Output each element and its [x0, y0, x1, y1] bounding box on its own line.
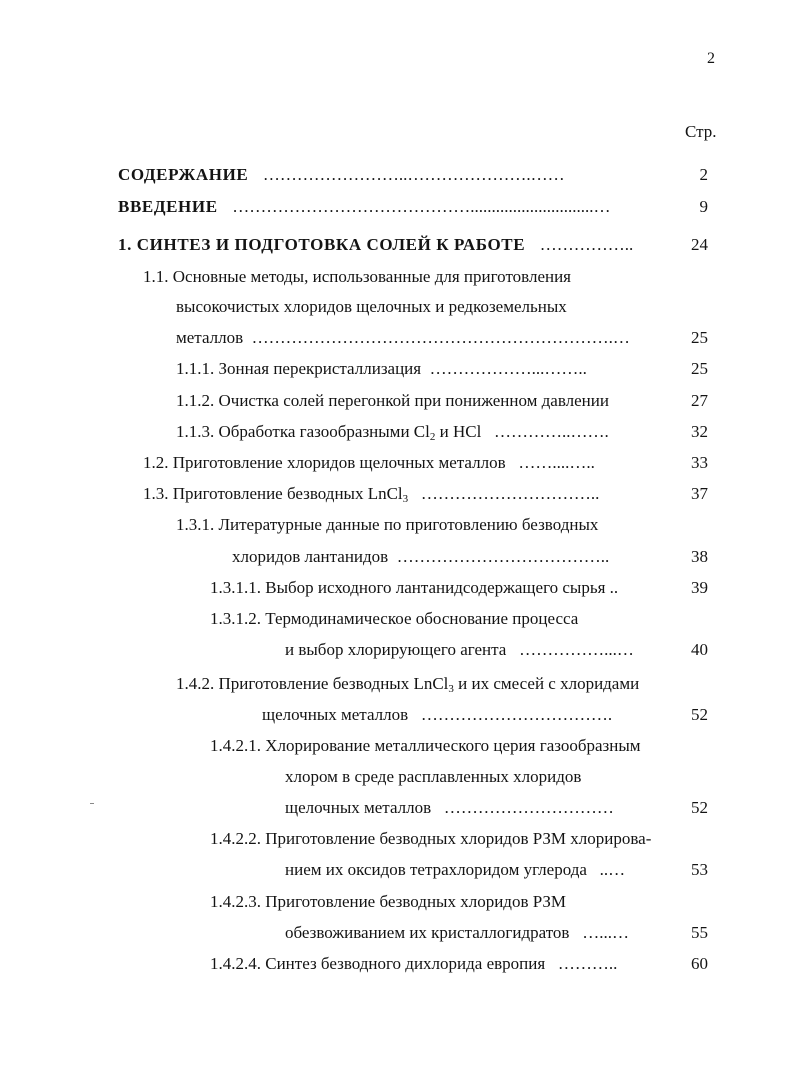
toc-entry-1-1-line2: высокочистых хлоридов щелочных и редкоземельных: [176, 297, 567, 316]
toc-page-1-3-1-1: 39: [691, 578, 708, 597]
toc-entry-1-4-2-3-line2: обезвоживанием их кристаллогидратов …...…: [285, 923, 629, 942]
toc-entry-1-3-1-2-line1: 1.3.1.2. Термодинамическое обоснование процесса: [210, 609, 579, 628]
toc-entry-chapter-1: 1. СИНТЕЗ И ПОДГОТОВКА СОЛЕЙ К РАБОТЕ ……………..: [118, 235, 634, 254]
toc-page-introduction: 9: [699, 197, 708, 216]
toc-entry-1-4-2-line2: щелочных металлов …………………………….: [262, 705, 613, 724]
toc-entry-1-3: 1.3. Приготовление безводных LnCl$_3$ …………………………..: [143, 484, 600, 505]
toc-page-1-3-1: 38: [691, 547, 708, 566]
toc-entry-1-1-3: 1.1.3. Обработка газообразными $Cl_2$ и HCl …………..…….: [176, 422, 609, 443]
toc-page-1-1: 25: [691, 328, 708, 347]
toc-page-1-1-1: 25: [691, 359, 708, 378]
toc-page-chapter-1: 24: [691, 235, 708, 254]
toc-page-1-4-2-1: 52: [691, 798, 708, 817]
toc-entry-1-1-line1: 1.1. Основные методы, использованные для приготовления: [143, 267, 572, 286]
toc-entry-1-4-2-1-line2: хлором в среде расплавленных хлоридов: [285, 767, 582, 786]
toc-page-1-3: 37: [691, 484, 708, 503]
toc-page-1-1-3: 32: [691, 422, 708, 441]
toc-entry-1-4-2-2-line2: нием их оксидов тетрахлоридом углерода ..…: [285, 860, 626, 879]
toc-entry-1-3-1-1: 1.3.1.1. Выбор исходного лантанидсодержащего сырья ..: [210, 578, 619, 597]
toc-entry-1-4-2-1-line1: 1.4.2.1. Хлорирование металлического церия газообразным: [210, 736, 641, 755]
scan-artifact-mark: [90, 803, 94, 804]
toc-entry-1-3-1-line2: хлоридов лантанидов ………………………………..: [232, 547, 610, 566]
toc-page-1-4-2-3: 55: [691, 923, 708, 942]
toc-entry-1-4-2-3-line1: 1.4.2.3. Приготовление безводных хлоридов РЗМ: [210, 892, 567, 911]
toc-entry-1-3-1-line1: 1.3.1. Литературные данные по приготовлению безводных: [176, 515, 599, 534]
toc-page-contents: 2: [699, 165, 708, 184]
toc-page-1-3-1-2: 40: [691, 640, 708, 659]
page-column-header: Стр.: [685, 122, 717, 141]
toc-page-1-1-2: 27: [691, 391, 708, 410]
toc-page-1-4-2-2: 53: [691, 860, 708, 879]
toc-entry-contents: СОДЕРЖАНИЕ ……………………..………………….……: [118, 165, 565, 184]
toc-entry-1-1-2: 1.1.2. Очистка солей перегонкой при пониженном давлении: [176, 391, 609, 410]
toc-entry-1-2: 1.2. Приготовление хлоридов щелочных металлов ……....…..: [143, 453, 595, 472]
toc-page-1-4-2: 52: [691, 705, 708, 724]
toc-page-1-2: 33: [691, 453, 708, 472]
toc-entry-1-4-2-4: 1.4.2.4. Синтез безводного дихлорида европия ………..: [210, 954, 618, 973]
page-number: 2: [707, 50, 715, 67]
toc-entry-introduction: ВВЕДЕНИЕ …………………………………….............................…: [118, 197, 611, 216]
toc-entry-1-4-2-1-line3: щелочных металлов …………………………: [285, 798, 614, 817]
toc-entry-1-1-1: 1.1.1. Зонная перекристаллизация ………………...……..: [176, 359, 587, 378]
toc-entry-1-4-2-line1: 1.4.2. Приготовление безводных LnCl$_3$ и их смесей с хлоридами: [176, 674, 640, 695]
toc-entry-1-4-2-2-line1: 1.4.2.2. Приготовление безводных хлоридов РЗМ хлорирова-: [210, 829, 652, 848]
toc-entry-1-3-1-2-line2: и выбор хлорирующего агента ……………...…: [285, 640, 634, 659]
toc-entry-1-1-line3: металлов ……………………………………………………….…: [176, 328, 630, 347]
toc-page-1-4-2-4: 60: [691, 954, 708, 973]
